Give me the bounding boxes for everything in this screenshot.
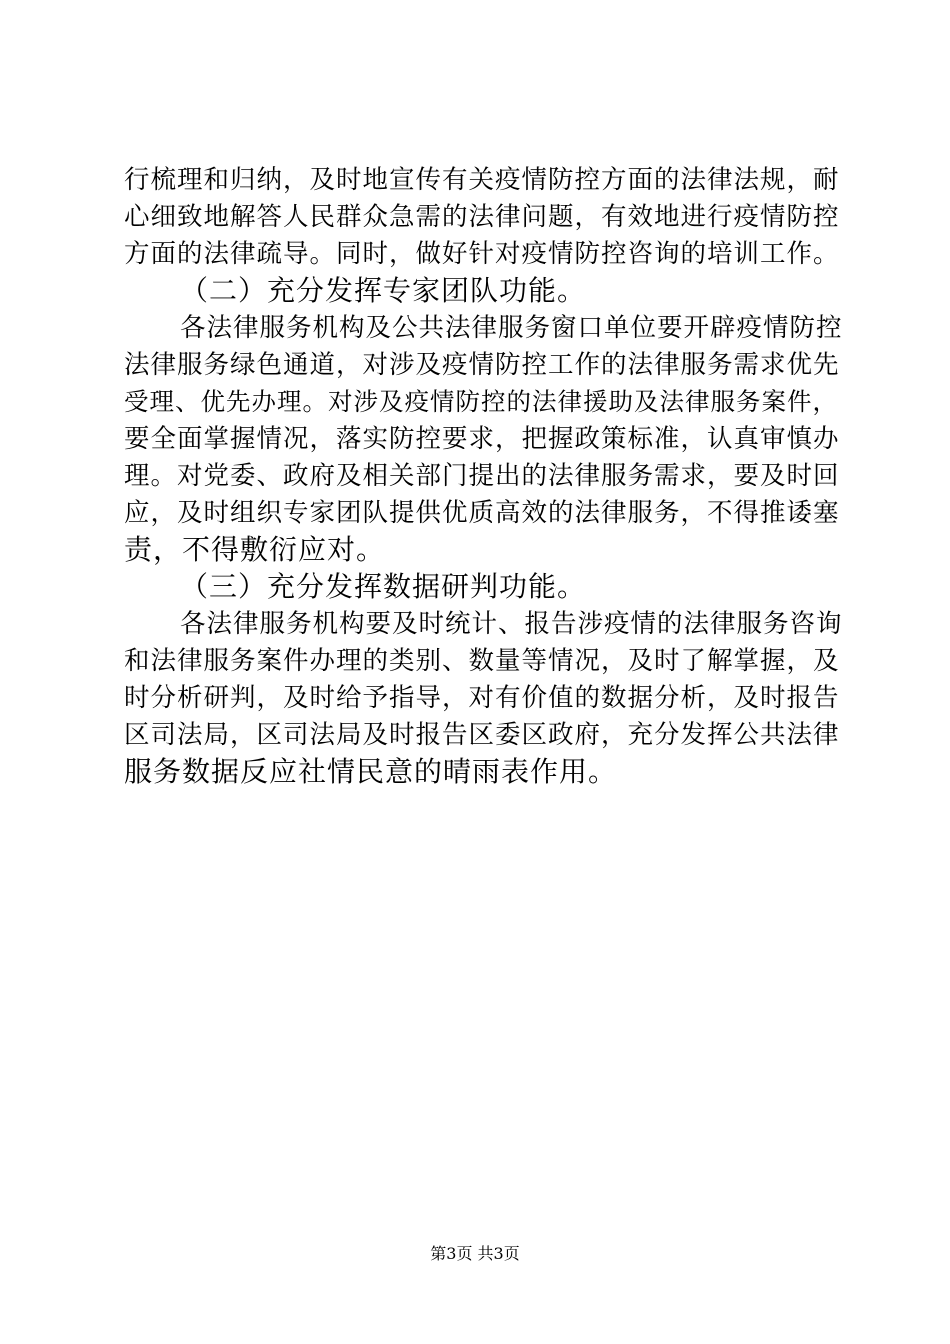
section-heading: （三）充分发挥数据研判功能。: [180, 570, 587, 603]
page-number: 第3页 共3页: [430, 1244, 520, 1263]
paragraph-line: 时分析研判，及时给予指导，对有价值的数据分析，及时报告: [124, 683, 840, 713]
paragraph-line: 方面的法律疏导。同时，做好针对疫情防控咨询的培训工作。: [124, 239, 840, 269]
paragraph-line: 行梳理和归纳，及时地宣传有关疫情防控方面的法律法规，耐: [124, 165, 840, 195]
paragraph-line: 应，及时组织专家团队提供优质高效的法律服务，不得推诿塞: [124, 498, 840, 528]
paragraph-line: 理。对党委、政府及相关部门提出的法律服务需求，要及时回: [124, 461, 840, 491]
paragraph-line: 要全面掌握情况，落实防控要求，把握政策标准，认真审慎办: [124, 424, 840, 454]
paragraph-line: 和法律服务案件办理的类别、数量等情况，及时了解掌握，及: [124, 646, 840, 676]
paragraph-line: 心细致地解答人民群众急需的法律问题，有效地进行疫情防控: [124, 202, 840, 232]
section-heading: （二）充分发挥专家团队功能。: [180, 274, 587, 307]
paragraph-line: 服务数据反应社情民意的晴雨表作用。: [124, 755, 618, 788]
paragraph-line: 区司法局，区司法局及时报告区委区政府，充分发挥公共法律: [124, 720, 840, 750]
paragraph-line: 各法律服务机构要及时统计、报告涉疫情的法律服务咨询: [180, 609, 843, 639]
paragraph-line: 受理、优先办理。对涉及疫情防控的法律援助及法律服务案件，: [124, 387, 838, 416]
paragraph-line: 法律服务绿色通道，对涉及疫情防控工作的法律服务需求优先: [124, 350, 840, 380]
paragraph-line: 责，不得敷衍应对。: [124, 533, 386, 566]
paragraph-line: 各法律服务机构及公共法律服务窗口单位要开辟疫情防控: [180, 313, 843, 343]
